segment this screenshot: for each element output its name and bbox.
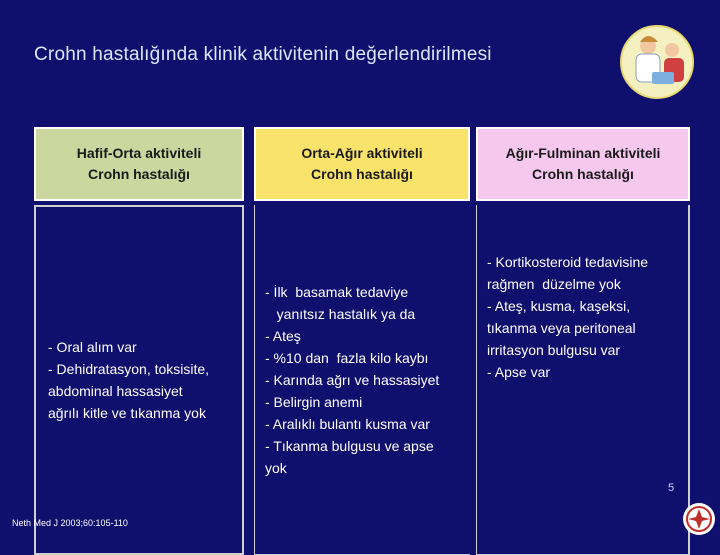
column-body (254, 205, 470, 555)
list-item: - Karında ağrı ve hassasiyet (265, 371, 440, 388)
column-header: Hafif-Orta aktiviteli Crohn hastalığı (34, 127, 244, 201)
list-item: yok (265, 459, 287, 476)
list-item: - %10 dan fazla kilo kaybı (265, 349, 429, 366)
list-item: rağmen düzelme yok (487, 276, 621, 292)
university-logo-icon (682, 502, 716, 536)
list-item: - Belirgin anemi (265, 393, 363, 410)
doctor-clipart-icon (618, 20, 696, 100)
slide-title: Crohn hastalığında klinik aktivitenin değerlendirilmesi (34, 44, 492, 65)
list-item: ağrılı kitle ve tıkanma yok (48, 405, 206, 421)
column-body (476, 205, 690, 555)
column-header: Ağır-Fulminan aktiviteli Crohn hastalığı (476, 127, 690, 201)
page-number: 5 (668, 482, 675, 494)
citation: Neth Med J 2003;60:105-110 (12, 518, 128, 528)
list-item: - Ateş (265, 327, 301, 344)
column-moderate-severe (254, 127, 470, 476)
list-item: - Oral alım var (48, 339, 137, 355)
column-mild-moderate (34, 127, 244, 421)
list-item: abdominal hassasiyet (48, 383, 183, 399)
list-item: - Tıkanma bulgusu ve apse (265, 437, 434, 454)
list-item: - İlk basamak tedaviye (265, 283, 409, 300)
column-header: Orta-Ağır aktiviteli Crohn hastalığı (254, 127, 470, 201)
list-item: tıkanma veya peritoneal (487, 320, 636, 336)
list-item: - Kortikosteroid tedavisine (487, 254, 649, 270)
list-item: - Apse var (487, 364, 551, 380)
list-item: - Dehidratasyon, toksisite, (48, 361, 210, 377)
column-body (34, 205, 244, 555)
list-item: yanıtsız hastalık ya da (265, 305, 416, 322)
column-severe-fulminant (476, 127, 690, 380)
list-item: - Aralıklı bulantı kusma var (265, 415, 430, 432)
list-item: irritasyon bulgusu var (487, 342, 621, 358)
list-item: - Ateş, kusma, kaşeksi, (487, 298, 631, 314)
